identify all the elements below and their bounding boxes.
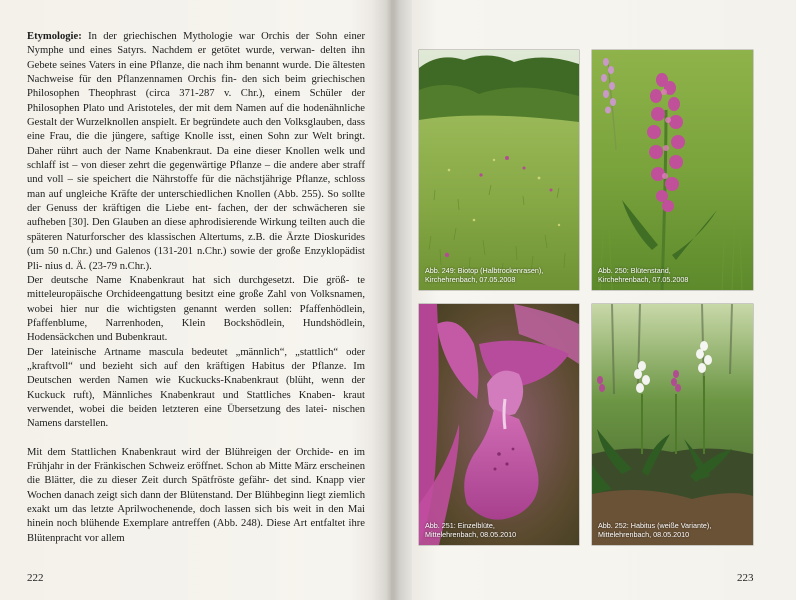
- paragraph-flowering: [27, 446, 365, 546]
- flower-spike-image: [592, 50, 753, 290]
- text-line: Mit dem Stattlichen Knabenkraut wird der Blühreigen der Orchide-: [27, 446, 339, 458]
- caption-line: Kirchehrenbach, 07.05.2008: [425, 274, 516, 284]
- text-line: Knollen (Abb. 255). So sollte der Genuss der kräftigen die Liebe ent-: [27, 188, 365, 215]
- page-number-right: 223: [737, 572, 754, 584]
- text-line: Der deutsche Name Knabenkraut hat sich durchgesetzt. Die größ-: [27, 274, 358, 286]
- text-line: einer Nymphe und eines Satyrs. Nachdem er getötet wurde, verwan-: [27, 31, 365, 57]
- photo-single-flower: [419, 304, 579, 545]
- caption-line: Mittelehrenbach, 08.05.2010: [598, 529, 690, 539]
- text-line: fachen, der der schwächeren sie aufheben [30]. Den Glauben an diese: [27, 203, 365, 229]
- text-line: delten ihn Gebete seines Vaters in eine Pflanze, die nach ihm benannt: [27, 45, 365, 71]
- text-line: mit dem Namen auf die hodenähnliche Gestalt der Wurzelknollen: [27, 102, 365, 129]
- photo-white-variant: [592, 304, 753, 545]
- text-line: Der lateinische Artname mascula bedeutet „männlich“, „stattlich“ oder: [27, 346, 365, 358]
- photo-flower-spike: [592, 50, 753, 290]
- text-line: rührt auch der Name Knabenkraut. Da eine dieser Knollen welk und: [57, 145, 365, 157]
- paragraph-etymology: [27, 30, 365, 274]
- photo-meadow-habitat: [419, 50, 579, 290]
- paragraph-german-names: [27, 274, 365, 346]
- page-number-left: 222: [27, 572, 44, 584]
- text-line: In der griechischen Mythologie war Orchis der Sohn: [88, 31, 344, 42]
- text-line: Volksnamen, wobei hier nur die wichtigsten genannt werden sollen:: [27, 289, 365, 315]
- text-line: kraut verwendet, wobei die beiden letzteren eine Übersetzung des latei-: [27, 389, 365, 415]
- text-line: wurde. Die ältesten Nachweise für den Pflanzennamen Orchis fin-: [27, 59, 366, 86]
- text-line: nius d. Ä. (23-79 n.Chr.).: [44, 260, 152, 272]
- text-line: und Galenos (131-201 n.Chr.) sowie der große Enzyklopädist Pli-: [27, 246, 365, 272]
- photo-caption: [598, 266, 688, 284]
- text-line: Deutschen werden Namen wie Kuckucks-Knabenkraut (blüht, wenn: [27, 375, 352, 387]
- text-line: aphrodisierende Wirkung teilten auch die späteren Naturforscher des: [27, 217, 365, 243]
- photo-caption: [598, 521, 711, 539]
- text-line: v. Chr.), einem Schüler der Philosophen Plato und Aristoteles, der: [27, 88, 365, 114]
- white-variant-image: [592, 304, 753, 545]
- text-line: „kraftvoll“ und bezieht sich auf den kräftigen Habitus der Pflanze. Im: [27, 360, 365, 372]
- text-line: Hundshödlein, Hodensäckchen und Bubenkraut.: [27, 317, 365, 344]
- text-line: nischen Namens darstellen.: [27, 403, 365, 430]
- caption-line: Mittelehrenbach, 08.05.2010: [425, 529, 517, 539]
- text-line: antreffen (Abb. 248). Diese Art entfaltet ihre Blütenpracht vor allem: [27, 518, 365, 544]
- text-line: en im Frühjahr in der Fränkischen Schweiz eröffnet. Schon ab Mitte: [27, 446, 365, 472]
- paragraph-latin-name: [27, 346, 365, 432]
- caption-line: Abb. 249: Biotop (Halbtrockenrasen),: [425, 265, 544, 275]
- text-line: det sind. Knapp vier Wochen danach zeigt sich dann der Blütenstand.: [27, 475, 365, 501]
- text-line: aber straff und voll – sie speichert die Nährstoffe für die nächstjährige: [27, 160, 365, 186]
- text-line: Pfaffenhödlein, Pfaffenblume, Narrenhoden, Klein Bockshödlein,: [27, 303, 365, 329]
- caption-line: Kirchehrenbach, 07.05.2008: [598, 274, 689, 284]
- section-heading: Etymologie:: [27, 31, 82, 42]
- caption-line: Abb. 251: Einzelblüte,: [425, 520, 495, 530]
- text-line: schlaff ist – von dieser zehrt die gegenwärtige Pflanze – die andere: [27, 160, 322, 172]
- text-line: Der Blühbeginn liegt ziemlich exakt um das letzte Aprilwochenende,: [27, 489, 365, 515]
- text-line: klassischen Altertums, z.B. die Ärzte Dioskurides (um 50 n.Chr.): [27, 231, 365, 258]
- left-page: [0, 0, 390, 600]
- meadow-image: [419, 50, 579, 290]
- text-line: März erscheinen die Blätter, die zu dieser Zeit durch Spätfröste gefähr-: [27, 460, 365, 487]
- text-line: doch lassen sich bis weit in den Mai hinein noch blühende Exemplare: [27, 504, 365, 530]
- text-line: den sich beim griechischen Philosophen Theophrast (circa 371-287: [27, 74, 365, 100]
- single-flower-image: [419, 304, 579, 545]
- caption-line: Abb. 250: Blütenstand,: [598, 265, 671, 275]
- text-line: die jüngere, saftige Knolle isst, einen Sohn zur Welt bringt. Daher: [27, 131, 365, 157]
- text-line: Pflanze, schloss man auf ungleiche Kräfte der unterschiedlichen: [27, 174, 365, 200]
- paragraph-gap: [27, 432, 365, 446]
- text-line: te mitteleuropäische Orchideengattung besitzt eine große Zahl von: [27, 274, 365, 301]
- text-line: anspielt. Er begründete auch den Volksglauben, dass eine Frau, die: [27, 117, 365, 143]
- text-line: der Kuckuck ruft), Männliches Knabenkraut und Stattliches Knaben-: [27, 375, 365, 401]
- caption-line: Abb. 252: Habitus (weiße Variante),: [598, 520, 712, 530]
- photo-caption: [425, 521, 516, 539]
- body-text: [27, 30, 365, 546]
- photo-caption: [425, 266, 543, 284]
